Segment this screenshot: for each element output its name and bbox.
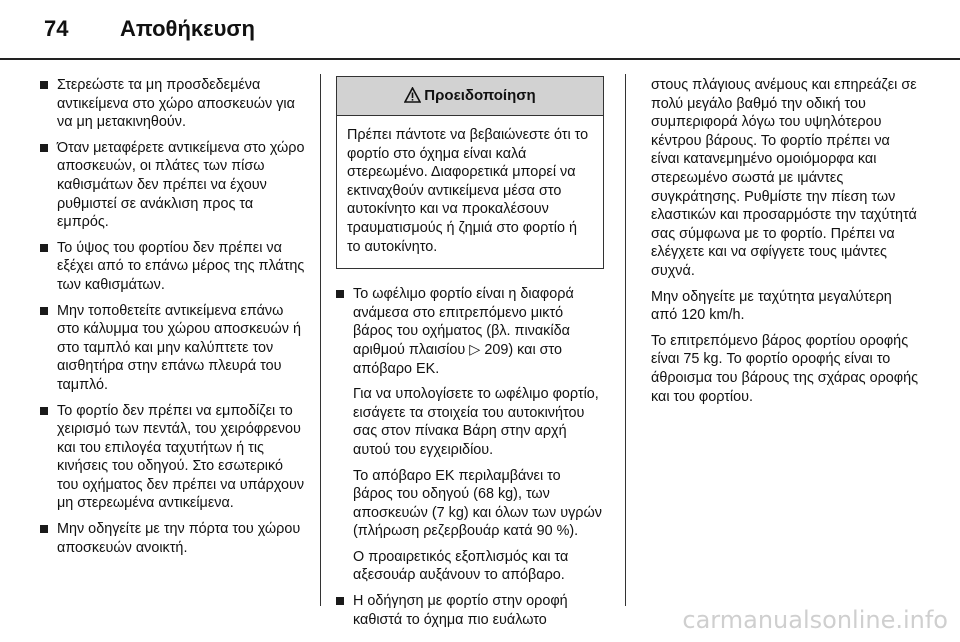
list-item: Μην τοποθετείτε αντικείμενα επάνω στο κάλυμμα του χώρου αποσκευών ή στο ταμπλό και μην καλύπτετε τον αισθητήρα στην επάνω πλευρά του ταμπλό. bbox=[40, 302, 306, 395]
list-item: Στερεώστε τα μη προσδεδεμένα αντικείμενα στο χώρο αποσκευών για να μη μετακινηθούν. bbox=[40, 76, 306, 132]
column-1 bbox=[40, 76, 306, 564]
paragraph: Μην οδηγείτε με ταχύτητα μεγαλύτερη από 120 km/h. bbox=[651, 288, 892, 324]
warning-box bbox=[336, 76, 604, 269]
warning-title: Προειδοποίηση bbox=[424, 87, 536, 104]
sub-paragraph: Το απόβαρο ΕΚ περιλαμβάνει το βάρος του οδηγού (68 kg), των αποσκευών (7 kg) και όλων των υγρών (πλήρωση ρεζερβουάρ κατά 90 %). bbox=[353, 467, 602, 540]
list-item: Όταν μεταφέρετε αντικείμενα στο χώρο αποσκευών, οι πλάτες των πίσω καθισμάτων δεν πρέπει να έχουν ρυθμιστεί σε ανάκλιση προς τα εμπρός. bbox=[40, 139, 306, 232]
warning-body: Πρέπει πάντοτε να βεβαιώνεστε ότι το φορτίο στο όχημα είναι καλά στερεωμένο. Διαφορετικά μπορεί να εκτιναχθούν αντικείμενα μέσα στο αυτοκίνητο και να προκαλέσουν τραυματισμούς ή ζημιά στο φορτίο ή το αυτοκίνητο. bbox=[347, 127, 589, 255]
column-2 bbox=[336, 76, 604, 636]
header-rule bbox=[0, 58, 960, 60]
list-item bbox=[336, 285, 604, 378]
page-reference-text: 209) και στο απόβαρο ΕΚ. bbox=[353, 341, 563, 377]
list-item: Μην οδηγείτε με την πόρτα του χώρου αποσκευών ανοικτή. bbox=[40, 520, 306, 557]
sub-paragraph: Ο προαιρετικός εξοπλισμός και τα αξεσουάρ αυξάνουν το απόβαρο. bbox=[353, 548, 569, 584]
list-item: Το ύψος του φορτίου δεν πρέπει να εξέχει από το επάνω μέρος της πλάτης των καθισμάτων. bbox=[40, 239, 306, 295]
sub-paragraph: Για να υπολογίσετε το ωφέλιμο φορτίο, εισάγετε τα στοιχεία του αυτοκινήτου σας στον πίνακα Βάρη στην αρχή αυτού του εγχειριδίου. bbox=[353, 386, 599, 458]
paragraph: Το επιτρεπόμενο βάρος φορτίου οροφής είναι 75 kg. Το φορτίο οροφής είναι το άθροισμα του βάρους της σχάρας οροφής και του φορτίου. bbox=[651, 332, 919, 405]
payload-text: Το ωφέλιμο φορτίο είναι η διαφορά ανάμεσα στο επιτρεπόμενο μικτό βάρος του οχήματος (βλ. πινακίδα αριθμού πλαισίου bbox=[353, 286, 574, 358]
page-title: Αποθήκευση bbox=[120, 16, 255, 41]
column-divider-2 bbox=[625, 74, 626, 606]
warning-triangle-icon bbox=[404, 87, 421, 103]
page-reference-icon: ▷ bbox=[469, 341, 481, 358]
page-header bbox=[0, 0, 960, 58]
column-3 bbox=[651, 76, 919, 413]
column-divider-1 bbox=[320, 74, 321, 606]
watermark: carmanualsonline.info bbox=[682, 606, 948, 634]
list-item: Η οδήγηση με φορτίο στην οροφή καθιστά το όχημα πιο ευάλωτο bbox=[336, 592, 604, 629]
page-number: 74 bbox=[44, 16, 69, 41]
paragraph: στους πλάγιους ανέμους και επηρεάζει σε πολύ μεγάλο βαθμό την οδική του συμπεριφορά λόγω του υψηλότερου κέντρου βάρους. Το φορτίο πρέπει να είναι κατανεμημένο ομοιόμορφα και στερεωμένο σωστά με ιμάντες συγκράτησης. Ρυθμίστε την πίεση των ελαστικών και προσαρμόστε την ταχύτητά σας σύμφωνα με το φορτίο. Πρέπει να ελέγχετε και να σφίγγετε τους ιμάντες συχνά. bbox=[651, 77, 917, 279]
list-item: Το φορτίο δεν πρέπει να εμποδίζει το χειρισμό των πεντάλ, του χειρόφρενου και του επιλογέα ταχυτήτων ή τις κινήσεις του οδηγού. Στο εσωτερικό του οχήματος δεν πρέπει να υπάρχουν μη στερεωμένα αντικείμενα. bbox=[40, 402, 306, 514]
warning-header bbox=[337, 77, 603, 116]
